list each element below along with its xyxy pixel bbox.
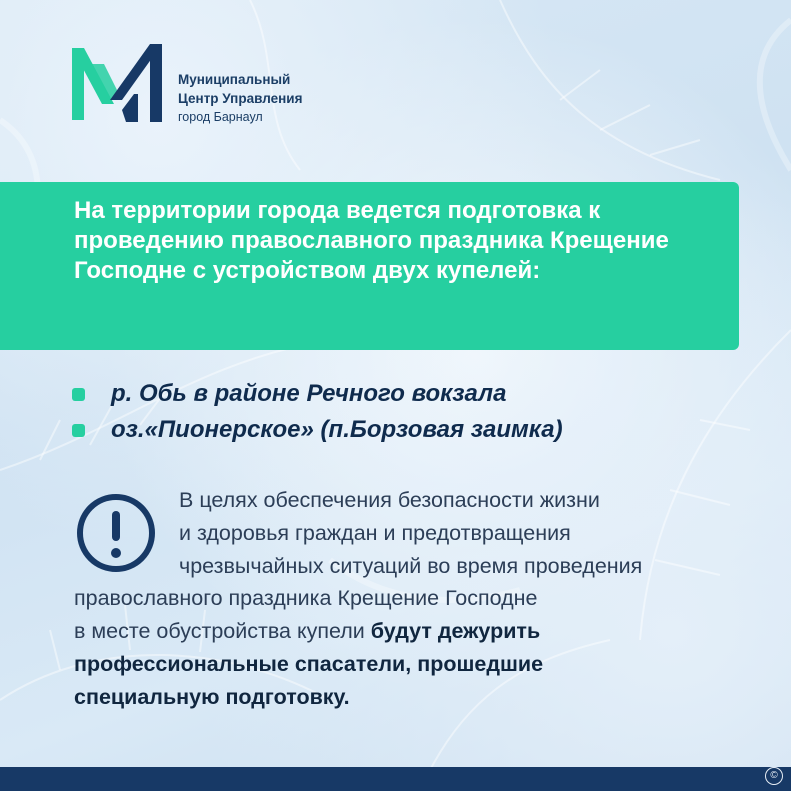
list-item — [72, 376, 563, 412]
location-text: оз.«Пионерское» (п.Борзовая заимка) — [111, 416, 563, 443]
brand-line-3: город Барнаул — [178, 110, 263, 124]
bullet-marker — [72, 388, 85, 401]
brand-line-1: Муниципальный — [178, 72, 291, 87]
notice-line: В целях обеспечения безопасности жизни — [179, 488, 600, 512]
notice-regular-text: в месте обустройства купели — [74, 619, 365, 644]
copyright-icon: © — [765, 767, 783, 785]
notice-line — [74, 615, 754, 648]
notice-line: специальную подготовку. — [74, 684, 350, 709]
list-item — [72, 412, 563, 448]
locations-list — [72, 376, 563, 448]
notice-bold-text: будут дежурить — [370, 619, 541, 644]
safety-notice — [74, 484, 754, 714]
notice-line: и здоровья граждан и предотвращения — [179, 520, 571, 545]
notice-line: чрезвычайных ситуаций во время проведения — [179, 553, 643, 578]
brand-name — [178, 70, 302, 127]
location-text: р. Обь в районе Речного вокзала — [111, 380, 507, 407]
brand-line-2: Центр Управления — [178, 91, 303, 106]
headline-text: На территории города ведется подготовка к проведению православного праздника Крещение Господне с устройством двух купелей: — [74, 197, 669, 284]
bullet-marker — [72, 424, 85, 437]
notice-line: православного праздника Крещение Господне — [74, 586, 538, 611]
footer-bar — [0, 767, 791, 791]
mcu-logo — [70, 44, 170, 124]
notice-line: профессиональные спасатели, прошедшие — [74, 651, 544, 676]
